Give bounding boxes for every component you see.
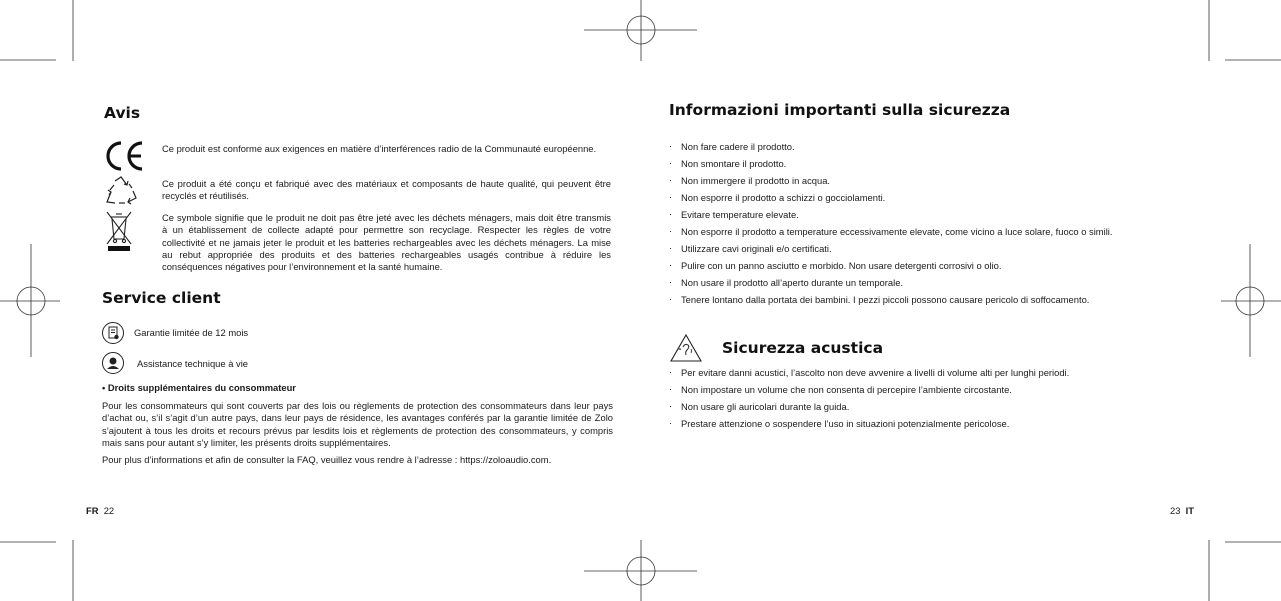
footer-right bbox=[1170, 505, 1194, 516]
heading-avis: Avis bbox=[104, 104, 141, 122]
acoustic-item: · Prestare attenzione o sospendere l’uso in situazioni potenzialmente pericolose. bbox=[669, 418, 1069, 435]
safety-item: · Non esporre il prodotto a schizzi o gocciolamenti. bbox=[669, 192, 1112, 209]
ce-text: Ce produit est conforme aux exigences en matière d’interférences radio de la Communauté européenne. bbox=[162, 143, 597, 154]
safety-item: · Utilizzare cavi originali e/o certificati. bbox=[669, 243, 1112, 260]
acoustic-item: · Non impostare un volume che non consenta di percepire l’ambiente circostante. bbox=[669, 384, 1069, 401]
safety-list bbox=[669, 141, 1112, 311]
safety-item: · Tenere lontano dalla portata dei bambini. I pezzi piccoli possono causare pericolo di soffocamento. bbox=[669, 294, 1112, 311]
ce-mark-icon bbox=[104, 140, 146, 172]
safety-item: · Non smontare il prodotto. bbox=[669, 158, 1112, 175]
heading-safety: Informazioni importanti sulla sicurezza bbox=[669, 101, 1011, 119]
safety-item: · Non fare cadere il prodotto. bbox=[669, 141, 1112, 158]
recycle-text: Ce produit a été conçu et fabriqué avec des matériaux et composants de haute qualité, qui peuvent être recyclés et réutilisés. bbox=[162, 178, 611, 202]
faq-text: Pour plus d’informations et afin de consulter la FAQ, veuillez vous rendre à l’adresse : https://zoloaudio.com. bbox=[102, 454, 552, 465]
recycle-icon bbox=[103, 175, 139, 207]
safety-item: · Evitare temperature elevate. bbox=[669, 209, 1112, 226]
safety-item: · Non usare il prodotto all’aperto durante un temporale. bbox=[669, 277, 1112, 294]
weee-text: Ce symbole signifie que le produit ne doit pas être jeté avec les déchets ménagers, mais doit être transmis à un établissement de collecte adapté pour permettre son recyclage. Respecter les règles de votre collectivité et ne jamais jeter le produit et les batteries rechargeables avec les déchets ménagers. La mise au rebut appropriée des produits et des batteries rechargeables usagés contribue à réduire les conséquences négatives pour l’environnement et la santé humaine. bbox=[162, 212, 611, 273]
acoustic-item: · Non usare gli auricolari durante la guida. bbox=[669, 401, 1069, 418]
rights-heading: • Droits supplémentaires du consommateur bbox=[102, 382, 296, 393]
footer-lang-fr: FR bbox=[86, 505, 99, 516]
safety-item: · Pulire con un panno asciutto e morbido. Non usare detergenti corrosivi o olio. bbox=[669, 260, 1112, 277]
footer-page-23: 23 bbox=[1170, 505, 1181, 516]
warranty-document-icon bbox=[102, 322, 124, 344]
footer-left bbox=[86, 505, 114, 516]
safety-item: · Non esporre il prodotto a temperature eccessivamente elevate, come vicino a luce solare, fuoco o simili. bbox=[669, 226, 1112, 243]
support-person-icon bbox=[102, 352, 124, 374]
heading-acoustic: Sicurezza acustica bbox=[722, 339, 884, 357]
rights-text: Pour les consommateurs qui sont couverts par des lois ou règlements de protection des consommateurs dans leur pays d’achat ou, s’il s’agit d’un autre pays, dans leur pays de résidence, les avantages conférés par la garantie limitée de Zolo s’ajoutent à tous les droits et recours prévus par lesdits lois et règlements de protection des consommateurs, y compris mais sans pour autant s’y limiter, les présents droits supplémentaires. bbox=[102, 400, 613, 448]
hearing-warning-icon bbox=[670, 334, 702, 362]
acoustic-list bbox=[669, 367, 1069, 435]
safety-item: · Non immergere il prodotto in acqua. bbox=[669, 175, 1112, 192]
heading-service-client: Service client bbox=[102, 289, 221, 307]
footer-page-22: 22 bbox=[103, 505, 115, 516]
support-label: Assistance technique à vie bbox=[137, 358, 249, 369]
crossed-bin-icon bbox=[105, 210, 133, 252]
warranty-label: Garantie limitée de 12 mois bbox=[134, 327, 249, 338]
acoustic-item: · Per evitare danni acustici, l’ascolto non deve avvenire a livelli di volume alti per lunghi periodi. bbox=[669, 367, 1069, 384]
footer-lang-it: IT bbox=[1185, 505, 1194, 516]
